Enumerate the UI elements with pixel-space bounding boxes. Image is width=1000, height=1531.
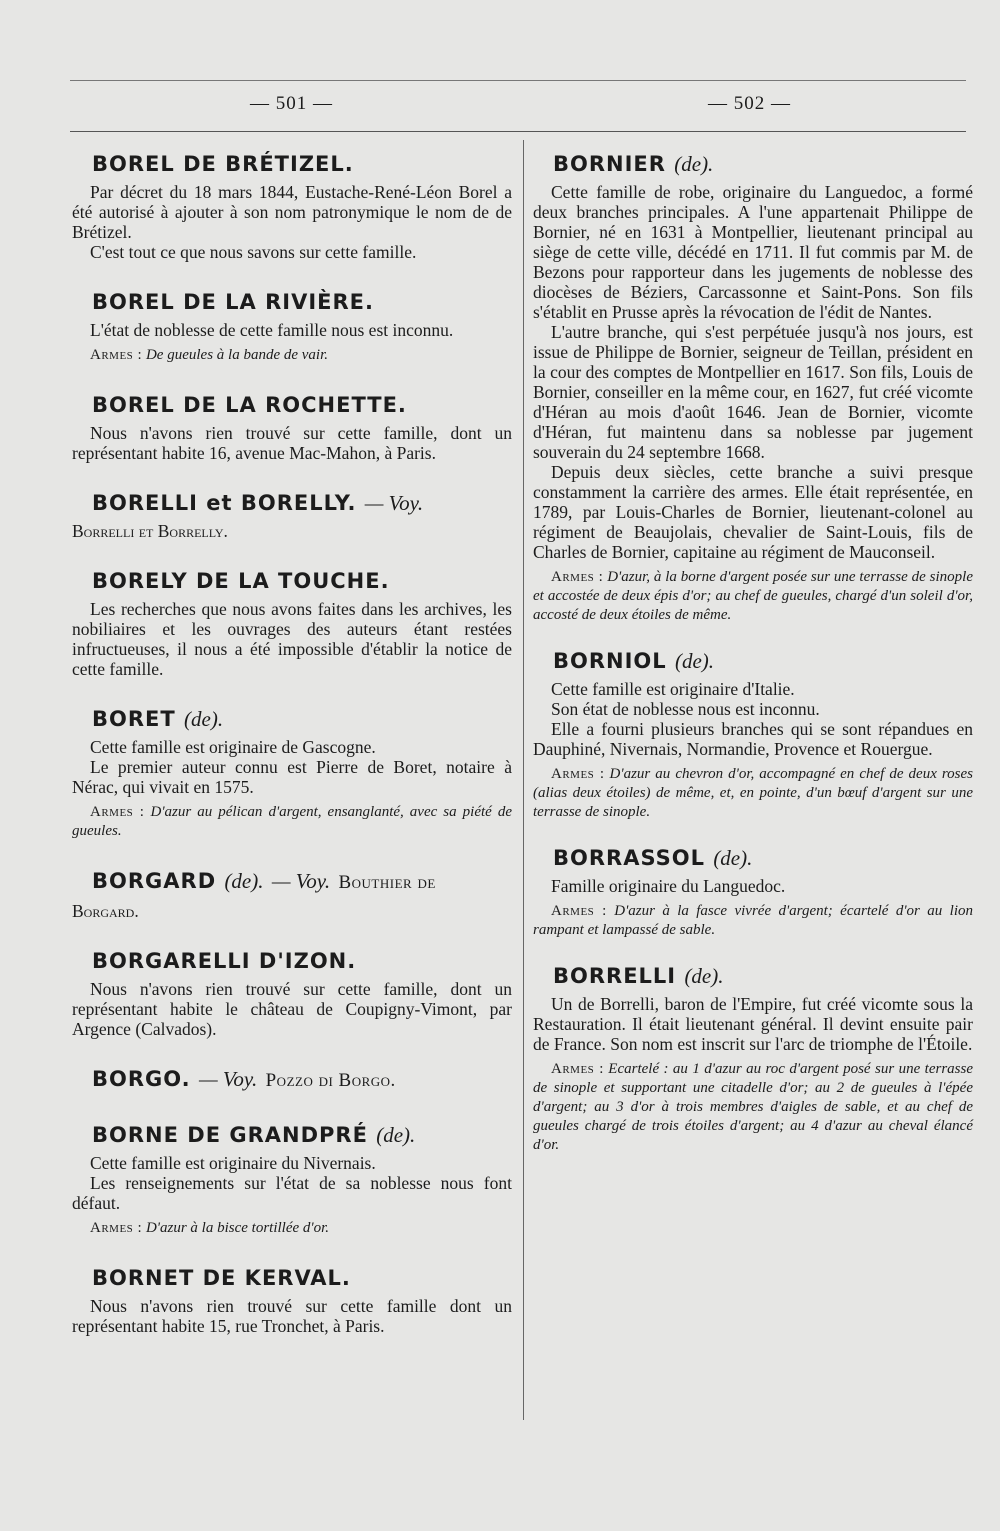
entry-paragraph: Elle a fourni plusieurs branches qui se sont répandues en Dauphiné, Nivernais, Normandie, Provence et Rouergue. [533,719,973,759]
voy-label: — Voy. [198,1067,258,1091]
genealogy-entry [72,1121,512,1238]
page-number-left: — 501 — [250,93,333,114]
entry-heading [92,391,512,419]
coat-of-arms-blazon [72,803,512,841]
entry-heading [553,150,973,178]
genealogy-entry [72,1264,512,1336]
coat-of-arms-blazon [72,1219,512,1238]
voy-label: — Voy. [271,869,331,893]
entry-title: BORNE DE GRANDPRÉ [92,1123,368,1147]
coat-of-arms-blazon [72,346,512,365]
entry-particle: (de). [684,964,724,988]
entry-particle: (de). [184,707,224,731]
left-column [72,150,512,1362]
entry-title: BORGARD [92,869,217,893]
right-column [533,150,973,1177]
armes-text: D'azur à la fasce vivrée d'argent; écartelé d'or au lion rampant et lampassé de sable. [533,903,973,938]
entry-title: BOREL DE LA RIVIÈRE. [92,290,374,314]
entry-particle: (de). [376,1123,416,1147]
cross-reference: Bouthier de [338,872,436,893]
entry-title: BORRELLI [553,964,677,988]
genealogy-entry [72,288,512,365]
armes-text: D'azur au chevron d'or, accompagné en chef de deux roses (alias deux étoiles) de même, et, en pointe, d'un bœuf d'argent sur une terrasse de sinople. [533,766,974,820]
genealogy-entry [533,647,973,822]
entry-paragraph: Par décret du 18 mars 1844, Eustache-René-Léon Borel a été autorisé à ajouter à son nom patronymique le nom de de Brétizel. [72,182,512,242]
genealogy-entry [72,150,512,262]
genealogy-entry [72,947,512,1039]
genealogy-entry [72,489,512,541]
entry-paragraph: Cette famille est originaire d'Italie. [551,679,795,699]
entry-paragraph: Cette famille est originaire du Nivernais. [90,1153,376,1173]
coat-of-arms-blazon [533,765,973,822]
armes-label: Armes : [551,903,607,919]
entry-heading [92,1065,512,1095]
entry-paragraph: Nous n'avons rien trouvé sur cette famille dont un représentant habite 15, rue Tronchet, à Paris. [72,1296,512,1336]
entry-paragraph: Nous n'avons rien trouvé sur cette famille, dont un représentant habite 16, avenue Mac-Mahon, à Paris. [72,423,512,463]
armes-label: Armes : [90,804,145,820]
entry-title: BOREL DE BRÉTIZEL. [92,152,354,176]
cross-reference: Borrelli et Borrelly. [72,521,228,541]
cross-reference: Pozzo di Borgo. [265,1070,396,1091]
armes-text: Ecartelé : au 1 d'azur au roc d'argent posé sur une terrasse de sinople et supportant une citadelle d'or; au 2 de gueules à l'épée d'argent; au 3 d'or à trois membres d'aigles de sable, et au chef de gueules chargé de trois étoiles d'argent; au 4 d'azur au cheval élancé d'or. [533,1061,973,1153]
entry-paragraph: Cette famille de robe, originaire du Languedoc, a formé deux branches principales. A l'une appartenait Philippe de Bornier, né en 1631 à Montpellier, lieutenant principal au siège de cette ville, décédé en 1711. Il fut commis par M. de Bezons pour rapporteur dans les jugements de noblesse des diocèses de Béziers, Carcassonne et Saint-Pons. Son fils s'établit en Prusse après la révocation de l'édit de Nantes. [533,182,973,322]
armes-text: De gueules à la bande de vair. [145,347,329,363]
armes-text: D'azur, à la borne d'argent posée sur une terrasse de sinople et accostée de deux épis d'or; au chef de gueules, chargé d'un soleil d'or, accosté de deux étoiles de même. [533,569,973,623]
entry-heading [92,867,512,897]
genealogy-entry [533,150,973,625]
entry-particle: (de). [713,846,753,870]
entry-title: BORGO. [92,1067,191,1091]
genealogy-entry [72,867,512,921]
entry-heading [92,567,512,595]
entry-heading [92,150,512,178]
entry-heading [92,947,512,975]
genealogy-entry [72,1065,512,1095]
entry-title: BORGARELLI D'IZON. [92,949,357,973]
top-rule [70,80,966,81]
entry-paragraph: Cette famille est originaire de Gascogne. [90,737,376,757]
coat-of-arms-blazon [533,902,973,940]
armes-label: Armes : [90,347,143,363]
armes-text: D'azur au pélican d'argent, ensanglanté, avec sa piété de gueules. [72,804,512,839]
entry-heading [553,647,973,675]
entry-paragraph: Nous n'avons rien trouvé sur cette famille, dont un représentant habite le château de Coupigny-Vimont, par Argence (Calvados). [72,979,512,1039]
entry-paragraph: L'autre branche, qui s'est perpétuée jusqu'à nos jours, est issue de Philippe de Bornier, seigneur de Teillan, président en la cour des comptes de Montpellier en 1617. Son fils, Louis de Bornier, conseiller en la même cour, en 1627, fut créé vicomte d'Héran au mois d'août 1646. Jean de Bornier, vicomte d'Héran, fut maintenu dans sa noblesse par jugement souverain du 24 septembre 1668. [533,322,973,462]
armes-label: Armes : [551,1061,604,1077]
entry-paragraph: Famille originaire du Languedoc. [551,876,786,896]
entry-heading [92,288,512,316]
voy-label: — Voy. [364,491,424,515]
page-number-right: — 502 — [708,93,791,114]
cross-reference-continued: Borgard. [72,901,139,921]
genealogy-entry [533,844,973,940]
entry-particle: (de). [674,649,715,673]
entry-heading [92,705,512,733]
genealogy-entry [533,962,973,1155]
entry-paragraph: Les recherches que nous avons faites dans les archives, les nobiliaires et les ouvrages des auteurs étant restées infructueuses, il nous a été impossible d'établir la notice de cette famille. [72,599,512,679]
entry-paragraph: Les renseignements sur l'état de sa noblesse nous font défaut. [72,1173,512,1213]
entry-paragraph: L'état de noblesse de cette famille nous est inconnu. [90,320,454,340]
entry-paragraph: Depuis deux siècles, cette branche a suivi presque constamment la carrière des armes. Elle était représentée, en 1789, par Louis-Charles de Bornier, lieutenant-colonel au régiment de Beaujolais, chevalier de Saint-Louis, fils de Charles de Bornier, capitaine au régiment de Mauconseil. [533,462,973,562]
entry-heading [553,844,973,872]
entry-heading [92,1264,512,1292]
entry-particle: (de). [224,869,264,893]
armes-text: D'azur à la bisce tortillée d'or. [145,1220,330,1236]
coat-of-arms-blazon [533,1060,973,1155]
entry-title: BORNIER [553,152,666,176]
entry-title: BORELY DE LA TOUCHE. [92,569,390,593]
entry-title: BOREL DE LA ROCHETTE. [92,393,407,417]
entry-title: BORET [92,707,176,731]
entry-paragraph: Le premier auteur connu est Pierre de Boret, notaire à Nérac, qui vivait en 1575. [72,757,512,797]
genealogy-entry [72,391,512,463]
entry-heading [92,489,512,517]
entry-paragraph: Son état de noblesse nous est inconnu. [551,699,820,719]
entry-title: BORRASSOL [553,846,705,870]
entry-heading [553,962,973,990]
entry-title: BORELLI et BORELLY. [92,491,357,515]
genealogy-entry [72,567,512,679]
armes-label: Armes : [551,766,605,782]
column-separator [523,140,524,1420]
entry-title: BORNET DE KERVAL. [92,1266,351,1290]
coat-of-arms-blazon [533,568,973,625]
armes-label: Armes : [551,569,604,585]
entry-particle: (de). [674,152,714,176]
genealogy-entry [72,705,512,841]
entry-paragraph: C'est tout ce que nous savons sur cette famille. [90,242,417,262]
header-rule [70,131,966,132]
entry-title: BORNIOL [553,649,667,673]
entry-paragraph: Un de Borrelli, baron de l'Empire, fut créé vicomte sous la Restauration. Il était lieutenant général. Il devint ensuite pair de France. Son nom est inscrit sur l'arc de triomphe de l'Étoile. [533,994,973,1054]
armes-label: Armes : [90,1220,143,1236]
entry-heading [92,1121,512,1149]
